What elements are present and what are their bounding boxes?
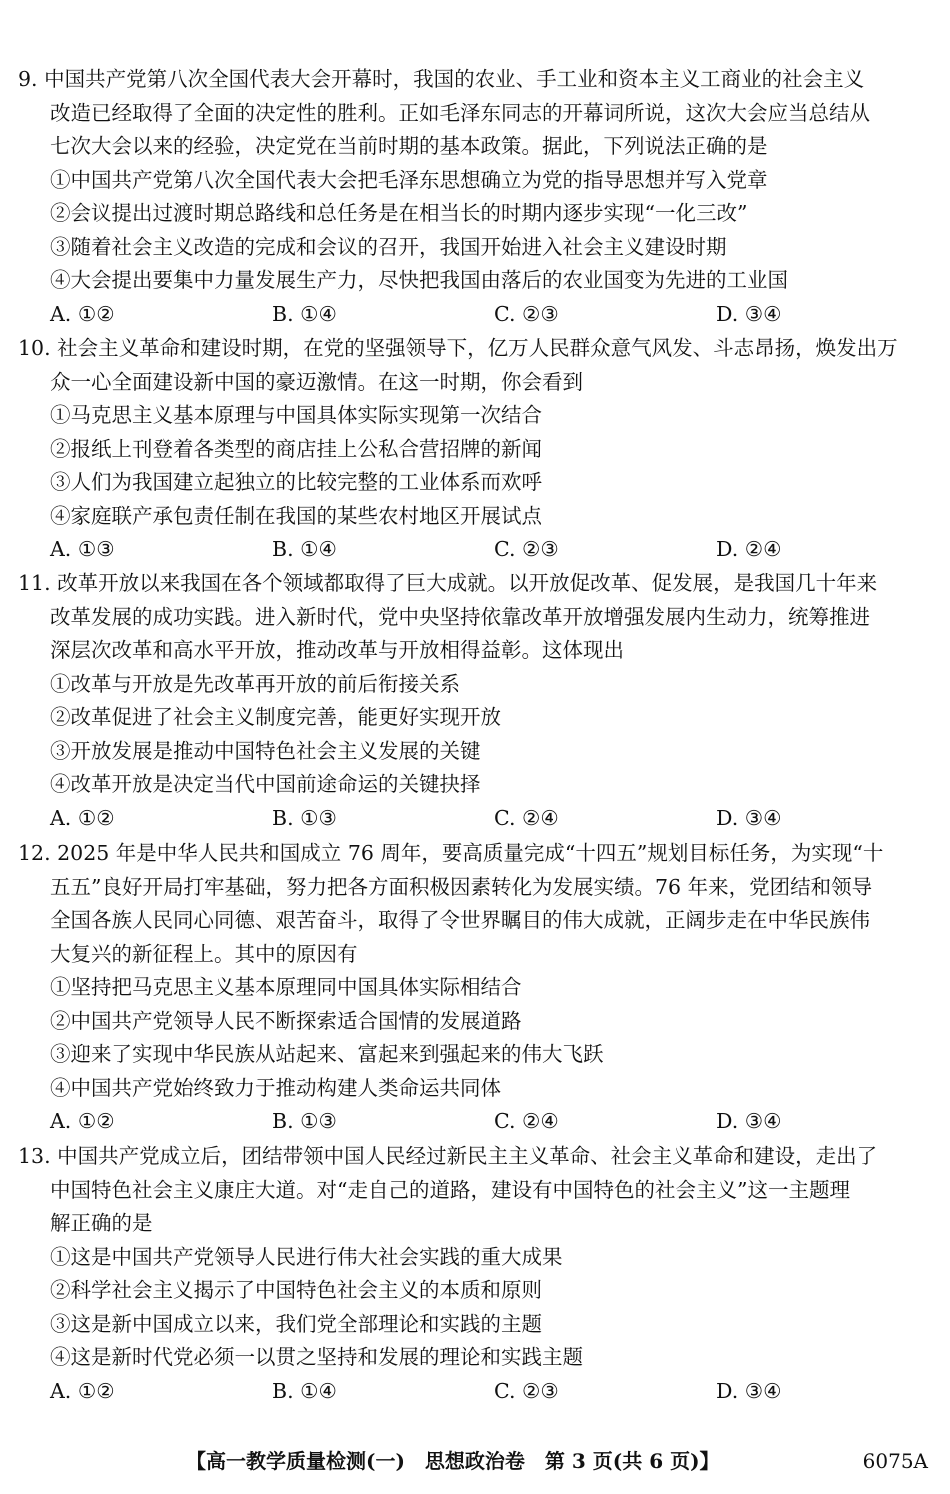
statement-4: ④中国共产党始终致力于推动构建人类命运共同体	[50, 1075, 501, 1100]
choice-b[interactable]: B. ①④	[272, 1378, 337, 1403]
statement-3: ③这是新中国成立以来，我们党全部理论和实践的主题	[50, 1311, 542, 1336]
choice-b[interactable]: B. ①④	[272, 301, 337, 326]
statement-1: ①这是中国共产党领导人民进行伟大社会实践的重大成果	[50, 1244, 563, 1269]
page-footer	[0, 1444, 950, 1478]
choice-d[interactable]: D. ②④	[716, 537, 782, 561]
statement-3: ③迎来了实现中华民族从站起来、富起来到强起来的伟大飞跃	[50, 1042, 604, 1066]
statement-2: ②中国共产党领导人民不断探索适合国情的发展道路	[50, 1008, 522, 1033]
question-stem-line: 解正确的是	[50, 1211, 153, 1235]
statement-2: ②报纸上刊登着各类型的商店挂上公私合营招牌的新闻	[50, 436, 542, 461]
statement-1: ①改革与开放是先改革再开放的前后衔接关系	[50, 671, 460, 696]
paper-code: 6075A	[862, 1449, 928, 1473]
choice-c[interactable]: C. ②③	[494, 1378, 559, 1403]
question-stem-line: 改造已经取得了全面的决定性的胜利。正如毛泽东同志的开幕词所说，这次大会应当总结从	[50, 100, 870, 125]
statement-1: ①马克思主义基本原理与中国具体实际实现第一次结合	[50, 403, 542, 427]
question-stem-line: 七次大会以来的经验，决定党在当前时期的基本政策。据此，下列说法正确的是	[50, 134, 768, 158]
question-stem-line: 深层次改革和高水平开放，推动改革与开放相得益彰。这体现出	[50, 638, 624, 662]
statement-2: ②改革促进了社会主义制度完善，能更好实现开放	[50, 705, 501, 729]
statement-2: ②会议提出过渡时期总路线和总任务是在相当长的时期内逐步实现“一化三改”	[50, 201, 748, 225]
choice-c[interactable]: C. ②③	[494, 301, 559, 326]
choice-d[interactable]: D. ③④	[716, 1378, 782, 1403]
question-stem-line: 中国特色社会主义康庄大道。对“走自己的道路，建设有中国特色的社会主义”这一主题理	[50, 1177, 850, 1202]
answer-choices	[50, 1104, 910, 1138]
answer-choices	[50, 801, 910, 835]
question-stem-line: 大复兴的新征程上。其中的原因有	[50, 941, 358, 966]
statement-4: ④家庭联产承包责任制在我国的某些农村地区开展试点	[50, 503, 542, 528]
choice-d[interactable]: D. ③④	[716, 301, 782, 326]
choice-b[interactable]: B. ①③	[272, 1109, 337, 1133]
question-stem-line: 12. 2025 年是中华人民共和国成立 76 周年，要高质量完成“十四五”规划目标任务，为实现“十	[18, 841, 884, 865]
statement-4: ④这是新时代党必须一以贯之坚持和发展的理论和实践主题	[50, 1345, 583, 1369]
question-stem-line: 11. 改革开放以来我国在各个领域都取得了巨大成就。以开放促改革、促发展，是我国几十年来	[18, 571, 878, 595]
choice-b[interactable]: B. ①③	[272, 805, 337, 830]
statement-4: ④大会提出要集中力量发展生产力，尽快把我国由落后的农业国变为先进的工业国	[50, 268, 788, 292]
question-stem-line: 9. 中国共产党第八次全国代表大会开幕时，我国的农业、手工业和资本主义工商业的社会主义	[18, 67, 865, 91]
statement-3: ③开放发展是推动中国特色社会主义发展的关键	[50, 738, 481, 763]
footer-title: 【高一教学质量检测(一) 思想政治卷 第 3 页(共 6 页)】	[186, 1449, 720, 1473]
choice-a[interactable]: A. ①②	[50, 805, 115, 830]
question-stem-line: 全国各族人民同心同德、艰苦奋斗，取得了令世界瞩目的伟大成就，正阔步走在中华民族伟	[50, 908, 870, 932]
statement-3: ③随着社会主义改造的完成和会议的召开，我国开始进入社会主义建设时期	[50, 234, 727, 259]
answer-choices	[50, 1374, 910, 1408]
choice-d[interactable]: D. ③④	[716, 805, 782, 830]
choice-c[interactable]: C. ②③	[494, 537, 559, 561]
choice-a[interactable]: A. ①②	[50, 1378, 115, 1403]
choice-a[interactable]: A. ①②	[50, 1109, 115, 1133]
statement-1: ①坚持把马克思主义基本原理同中国具体实际相结合	[50, 975, 522, 999]
choice-c[interactable]: C. ②④	[494, 1109, 559, 1133]
question-stem-line: 10. 社会主义革命和建设时期，在党的坚强领导下，亿万人民群众意气风发、斗志昂扬，焕发出万	[18, 336, 898, 360]
question-stem-line: 众一心全面建设新中国的豪迈激情。在这一时期，你会看到	[50, 369, 583, 394]
statement-3: ③人们为我国建立起独立的比较完整的工业体系而欢呼	[50, 470, 542, 494]
statement-1: ①中国共产党第八次全国代表大会把毛泽东思想确立为党的指导思想并写入党章	[50, 167, 768, 192]
answer-choices	[50, 297, 910, 331]
choice-a[interactable]: A. ①③	[50, 537, 115, 561]
choice-b[interactable]: B. ①④	[272, 537, 337, 561]
question-stem-line: 改革发展的成功实践。进入新时代，党中央坚持依靠改革开放增强发展内生动力，统筹推进	[50, 604, 870, 629]
choice-c[interactable]: C. ②④	[494, 805, 559, 830]
answer-choices	[50, 532, 910, 566]
statement-2: ②科学社会主义揭示了中国特色社会主义的本质和原则	[50, 1278, 542, 1302]
statement-4: ④改革开放是决定当代中国前途命运的关键抉择	[50, 772, 481, 796]
choice-a[interactable]: A. ①②	[50, 301, 115, 326]
question-stem-line: 五五”良好开局打牢基础，努力把各方面积极因素转化为发展实绩。76 年来，党团结和领导	[50, 874, 873, 899]
question-stem-line: 13. 中国共产党成立后，团结带领中国人民经过新民主主义革命、社会主义革命和建设，走出了	[18, 1144, 878, 1168]
choice-d[interactable]: D. ③④	[716, 1109, 782, 1133]
